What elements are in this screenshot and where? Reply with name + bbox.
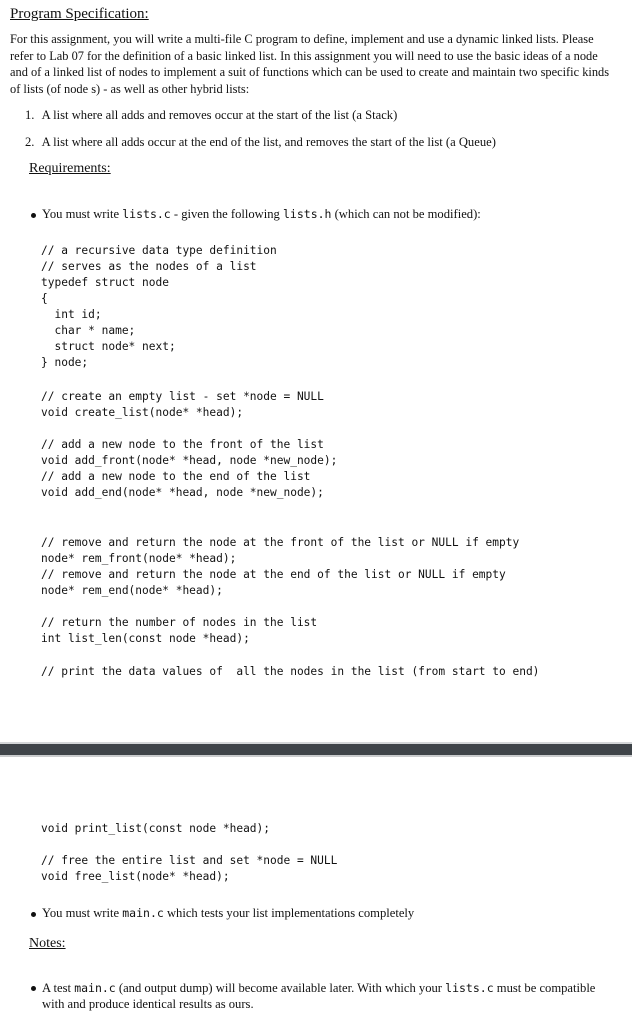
- program-specification-heading: Program Specification:: [10, 6, 149, 22]
- requirement-main-c: [42, 906, 414, 921]
- file-name: main.c: [122, 906, 164, 920]
- code-add-functions: // add a new node to the front of the list void add_front(node* *head, node *new_node); // add a new node to the end of the list void add_end(node* *head, node *new_node);: [41, 438, 338, 499]
- page-break-divider: [0, 744, 632, 755]
- bullet-icon: [31, 912, 36, 917]
- requirements-heading: Requirements:: [29, 161, 111, 176]
- code-remove-functions: // remove and return the node at the front of the list or NULL if empty node* rem_front(node* *head); // remove and return the node at the end of the list or NULL if empty node* rem_end(node* *head);: [41, 536, 520, 597]
- file-name: main.c: [74, 981, 116, 995]
- note-test-main: [42, 980, 614, 1012]
- code-print-comment: // print the data values of all the nodes in the list (from start to end): [41, 665, 540, 678]
- list-item-1: [25, 108, 397, 123]
- req-text: which tests your list implementations completely: [163, 906, 415, 920]
- requirement-lists-c: [42, 207, 481, 222]
- file-name: lists.h: [283, 207, 332, 221]
- code-list-len: // return the number of nodes in the list int list_len(const node *head);: [41, 616, 318, 645]
- intro-paragraph: For this assignment, you will write a multi-file C program to define, implement and use a dynamic linked lists. Please refer to Lab 07 for the definition of a basic linked list. In this assignment you will need to use the basic ideas of a node and of a linked list of nodes to implement a suit of functions which can be used to create and maintain two specific kinds of lists (of node s) - as well as other hybrid lists:: [10, 32, 610, 96]
- note-text: A test: [42, 981, 75, 995]
- list-item-text: A list where all adds and removes occur at the start of the list (a Stack): [41, 108, 398, 122]
- notes-heading: Notes:: [29, 936, 66, 951]
- bullet-icon: [31, 213, 36, 218]
- req-text: (which can not be modified):: [331, 207, 481, 221]
- file-name: lists.c: [445, 981, 494, 995]
- list-item-number: 2.: [25, 135, 35, 149]
- note-text: must be compatible with and produce identical results as ours.: [42, 981, 596, 1011]
- code-free-list: // free the entire list and set *node = NULL void free_list(node* *head);: [41, 854, 338, 883]
- list-item-number: 1.: [25, 108, 35, 122]
- list-item-2: [25, 135, 496, 150]
- list-item-text: A list where all adds occur at the end of the list, and removes the start of the list (a Queue): [41, 135, 496, 149]
- req-text: You must write: [42, 906, 123, 920]
- req-text: - given the following: [170, 207, 283, 221]
- code-struct-definition: // a recursive data type definition // serves as the nodes of a list typedef struct node { int id; char * name; struct node* next; } node;: [41, 244, 277, 369]
- note-text: (and output dump) will become available later. With which your: [115, 981, 446, 995]
- req-text: You must write: [42, 207, 123, 221]
- file-name: lists.c: [122, 207, 171, 221]
- bullet-icon: [31, 986, 36, 991]
- page-break-shadow: [0, 755, 632, 757]
- code-create-list: // create an empty list - set *node = NULL void create_list(node* *head);: [41, 390, 324, 419]
- code-print-list: void print_list(const node *head);: [41, 822, 271, 835]
